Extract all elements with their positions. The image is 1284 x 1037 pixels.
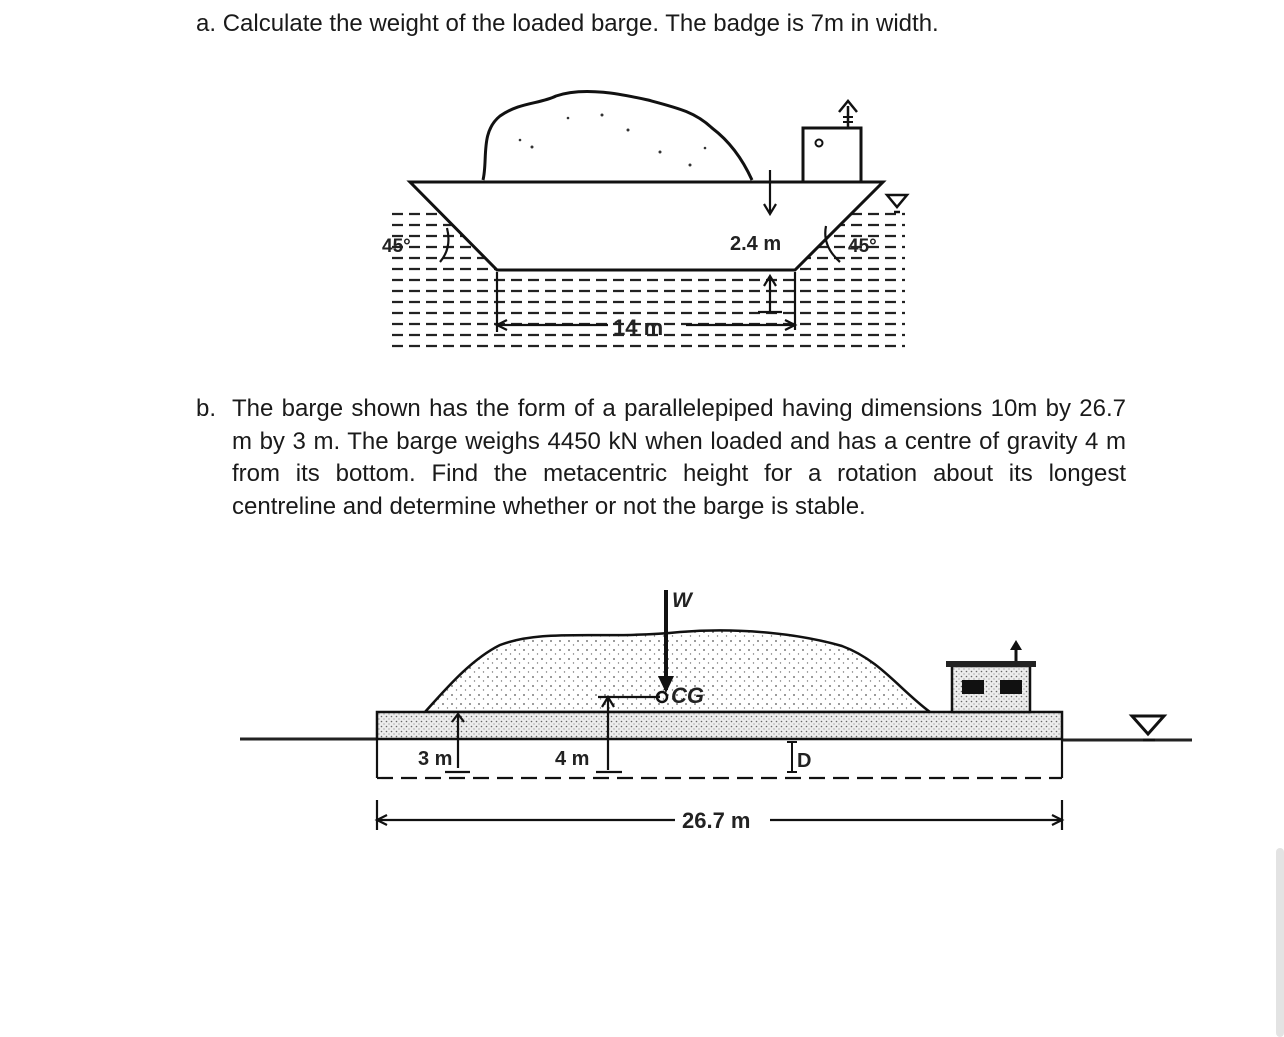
draft-label: D: [797, 750, 812, 772]
draft-dimension: [787, 742, 797, 772]
barge-deck: [377, 712, 1062, 739]
figure-a: [382, 91, 907, 346]
cg-height-label: 4 m: [555, 748, 590, 770]
figure-b: [240, 589, 1192, 833]
question-a-label: a.: [196, 10, 217, 37]
question-b-text: The barge shown has the form of a parallelepiped having dimensions 10m by 26.7 m by 3 m. The barge weighs 4450 kN when loaded and has a centre of gravity 4 m from its bottom. Find the metacentric height for a rotation about its longest centreline and determine whether or not the barge is stable.: [232, 395, 1126, 520]
cg-label: CG: [671, 683, 704, 708]
question-b: [196, 393, 1126, 523]
cabin: [946, 640, 1036, 712]
bottom-length-label: 14 m: [613, 315, 664, 340]
depth-label: 2.4 m: [730, 233, 782, 255]
water-level-marker: [887, 195, 907, 212]
water-level-marker: [1132, 716, 1164, 740]
question-b-label: b.: [196, 395, 217, 422]
height-label: 3 m: [418, 748, 453, 770]
length-label: 26.7 m: [682, 808, 751, 833]
weight-label: W: [672, 589, 692, 612]
hull-outline: [377, 739, 1062, 778]
cabin: [803, 101, 861, 182]
cargo-pile: [483, 91, 752, 180]
scrollbar[interactable]: [1276, 848, 1284, 1037]
barge-hull: [410, 182, 883, 270]
question-a-text: Calculate the weight of the loaded barge. The badge is 7m in width.: [222, 10, 939, 37]
angle-right-label: 45°: [848, 236, 877, 257]
angle-left-label: 45°: [382, 236, 411, 257]
